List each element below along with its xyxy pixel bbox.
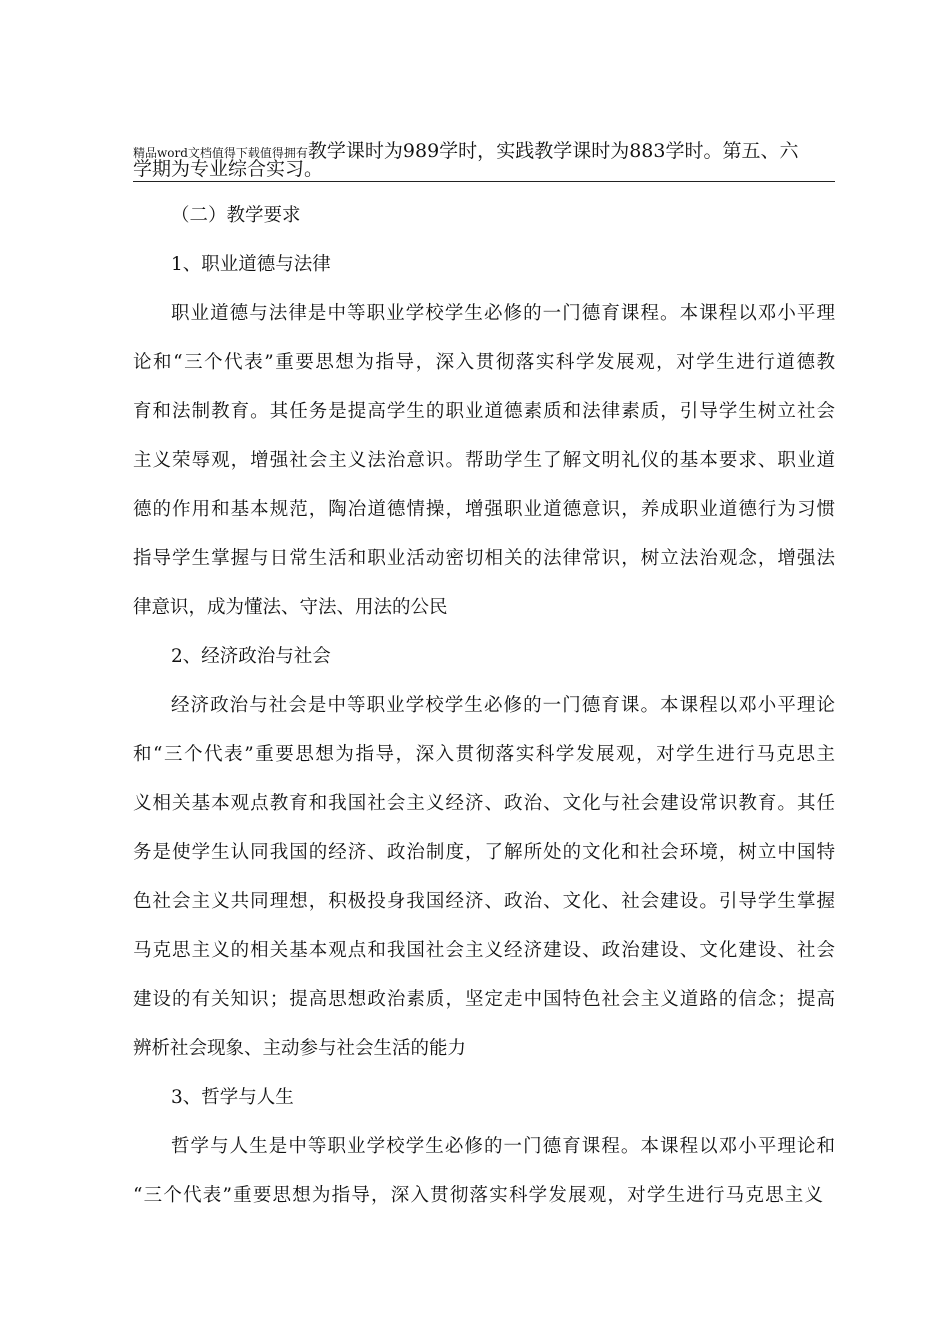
paragraph-line: 义相关基本观点教育和我国社会主义经济、政治、文化与社会建设常识教育。其任 xyxy=(133,793,835,814)
paragraph-line: 职业道德与法律是中等职业学校学生必修的一门德育课程。本课程以邓小平理 xyxy=(171,303,835,324)
item-heading: 3、哲学与人生 xyxy=(171,1087,294,1108)
paragraph-line: 色社会主义共同理想，积极投身我国经济、政治、文化、社会建设。引导学生掌握 xyxy=(133,891,835,912)
watermark-text: 精品word文档值得下载值得拥有 xyxy=(133,146,308,160)
page-header xyxy=(133,140,835,182)
paragraph-line: 指导学生掌握与日常生活和职业活动密切相关的法律常识，树立法治观念，增强法 xyxy=(133,548,835,569)
header-line-1 xyxy=(133,140,835,162)
paragraph-line: 经济政治与社会是中等职业学校学生必修的一门德育课。本课程以邓小平理论 xyxy=(171,695,835,716)
paragraph-line: 和“三个代表”重要思想为指导，深入贯彻落实科学发展观，对学生进行马克思主 xyxy=(133,744,835,765)
paragraph-line: “三个代表”重要思想为指导，深入贯彻落实科学发展观，对学生进行马克思主义 xyxy=(133,1185,823,1206)
header-text-1: 教学课时为989学时，实践教学课时为883学时。第五、六 xyxy=(307,140,799,162)
item-heading: 2、经济政治与社会 xyxy=(171,646,331,667)
paragraph-line: 主义荣辱观，增强社会主义法治意识。帮助学生了解文明礼仪的基本要求、职业道 xyxy=(133,450,835,471)
paragraph-line: 马克思主义的相关基本观点和我国社会主义经济建设、政治建设、文化建设、社会 xyxy=(133,940,835,961)
paragraph-line: 辨析社会现象、主动参与社会生活的能力 xyxy=(133,1038,467,1059)
paragraph-line: 建设的有关知识；提高思想政治素质，坚定走中国特色社会主义道路的信念；提高 xyxy=(133,989,835,1010)
paragraph-line: 哲学与人生是中等职业学校学生必修的一门德育课程。本课程以邓小平理论和 xyxy=(171,1136,835,1157)
document-body xyxy=(133,197,835,1215)
paragraph-line: 务是使学生认同我国的经济、政治制度，了解所处的文化和社会环境，树立中国特 xyxy=(133,842,835,863)
section-title: （二）教学要求 xyxy=(171,205,301,226)
paragraph-line: 德的作用和基本规范，陶冶道德情操，增强职业道德意识，养成职业道德行为习惯 xyxy=(133,499,835,520)
header-text-2: 学期为专业综合实习。 xyxy=(133,158,324,180)
item-heading: 1、职业道德与法律 xyxy=(171,254,331,275)
paragraph-line: 育和法制教育。其任务是提高学生的职业道德素质和法律素质，引导学生树立社会 xyxy=(133,401,835,422)
paragraph-line: 论和“三个代表”重要思想为指导，深入贯彻落实科学发展观，对学生进行道德教 xyxy=(133,352,835,373)
paragraph-line: 律意识，成为懂法、守法、用法的公民 xyxy=(133,597,448,618)
